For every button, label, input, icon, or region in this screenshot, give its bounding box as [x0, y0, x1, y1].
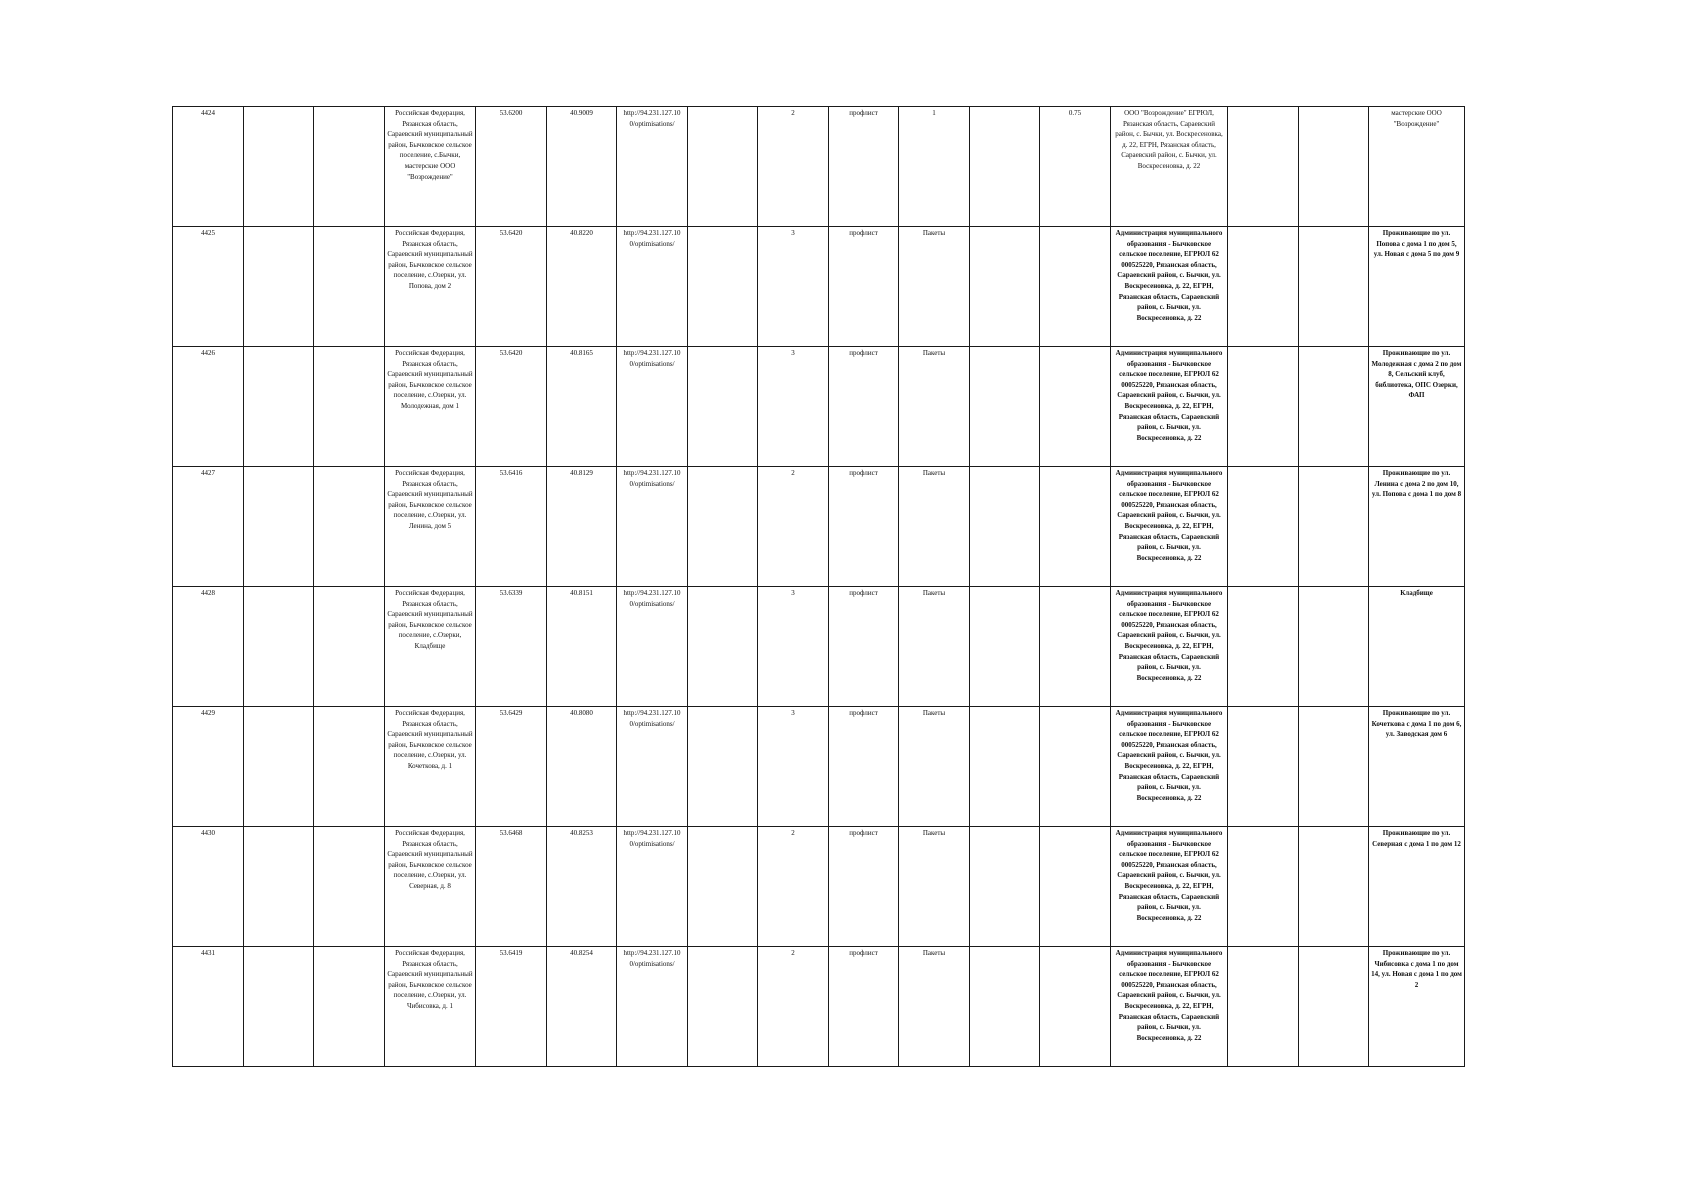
row-number: 4427 [173, 467, 244, 587]
url-cell: http://94.231.127.10 0/optimisations/ [617, 347, 688, 467]
longitude-cell: 40.8129 [547, 467, 617, 587]
longitude-cell: 40.8080 [547, 707, 617, 827]
owner-cell: Администрация муниципального образования - Бычковское сельское поселение, ЕГРЮЛ 62 000525220, Рязанская область, Сараевский район, с. Бычки, ул. Воскресеновка, д. 22, ЕГРН, Рязанская область, Сараевский район, с. Бычки, ул. Воскресеновка, д. 22 [1111, 707, 1228, 827]
material-cell: профлист [829, 947, 899, 1067]
volume-cell [1040, 707, 1111, 827]
latitude-cell: 53.6420 [476, 347, 547, 467]
table-row [173, 947, 1465, 1067]
address-cell: Российская Федерация, Рязанская область, Сараевский муниципальный район, Бычковское сельское поселение, с.Озерки, ул. Чибисовка, д. 1 [385, 947, 476, 1067]
address-cell: Российская Федерация, Рязанская область, Сараевский муниципальный район, Бычковское сельское поселение, с.Озерки, ул. Попова, дом 2 [385, 227, 476, 347]
owner-cell: ООО "Возрождение" ЕГРЮЛ, Рязанская область, Сараевский район, с. Бычки, ул. Воскресеновка, д. 22, ЕГРН, Рязанская область, Сараевский район, с. Бычки, ул. Воскресеновка, д. 22 [1111, 107, 1228, 227]
empty-cell [244, 347, 314, 467]
empty-cell [314, 347, 385, 467]
waste-type-cell: Пакеты [899, 587, 970, 707]
empty-cell [1299, 947, 1369, 1067]
containers-count-cell: 3 [758, 347, 829, 467]
empty-cell [688, 107, 758, 227]
empty-cell [314, 107, 385, 227]
address-cell: Российская Федерация, Рязанская область, Сараевский муниципальный район, Бычковское сельское поселение, с.Бычки, мастерские ООО "Возрождение" [385, 107, 476, 227]
latitude-cell: 53.6416 [476, 467, 547, 587]
service-area-cell: Проживающие по ул. Ленина с дома 2 по дом 10, ул. Попова с дома 1 по дом 8 [1369, 467, 1465, 587]
waste-type-cell: Пакеты [899, 467, 970, 587]
row-number: 4425 [173, 227, 244, 347]
empty-cell [1228, 227, 1299, 347]
empty-cell [970, 707, 1040, 827]
empty-cell [1299, 347, 1369, 467]
empty-cell [314, 587, 385, 707]
latitude-cell: 53.6339 [476, 587, 547, 707]
latitude-cell: 53.6419 [476, 947, 547, 1067]
empty-cell [1228, 467, 1299, 587]
row-number: 4428 [173, 587, 244, 707]
empty-cell [688, 947, 758, 1067]
empty-cell [244, 707, 314, 827]
latitude-cell: 53.6420 [476, 227, 547, 347]
waste-type-cell: Пакеты [899, 947, 970, 1067]
empty-cell [1228, 587, 1299, 707]
material-cell: профлист [829, 347, 899, 467]
latitude-cell: 53.6200 [476, 107, 547, 227]
longitude-cell: 40.8220 [547, 227, 617, 347]
empty-cell [244, 587, 314, 707]
owner-cell: Администрация муниципального образования - Бычковское сельское поселение, ЕГРЮЛ 62 000525220, Рязанская область, Сараевский район, с. Бычки, ул. Воскресеновка, д. 22, ЕГРН, Рязанская область, Сараевский район, с. Бычки, ул. Воскресеновка, д. 22 [1111, 347, 1228, 467]
material-cell: профлист [829, 107, 899, 227]
empty-cell [970, 467, 1040, 587]
longitude-cell: 40.8151 [547, 587, 617, 707]
empty-cell [1228, 107, 1299, 227]
empty-cell [1299, 827, 1369, 947]
longitude-cell: 40.8253 [547, 827, 617, 947]
empty-cell [1228, 707, 1299, 827]
empty-cell [688, 347, 758, 467]
empty-cell [688, 707, 758, 827]
owner-cell: Администрация муниципального образования - Бычковское сельское поселение, ЕГРЮЛ 62 000525220, Рязанская область, Сараевский район, с. Бычки, ул. Воскресеновка, д. 22, ЕГРН, Рязанская область, Сараевский район, с. Бычки, ул. Воскресеновка, д. 22 [1111, 827, 1228, 947]
row-number: 4426 [173, 347, 244, 467]
empty-cell [314, 827, 385, 947]
service-area-cell: Проживающие по ул. Чибисовка с дома 1 по дом 14, ул. Новая с дома 1 по дом 2 [1369, 947, 1465, 1067]
empty-cell [1299, 467, 1369, 587]
empty-cell [688, 227, 758, 347]
table-row [173, 827, 1465, 947]
address-cell: Российская Федерация, Рязанская область, Сараевский муниципальный район, Бычковское сельское поселение, с.Озерки, Кладбище [385, 587, 476, 707]
empty-cell [1299, 707, 1369, 827]
waste-type-cell: Пакеты [899, 227, 970, 347]
row-number: 4430 [173, 827, 244, 947]
empty-cell [314, 467, 385, 587]
table-row [173, 707, 1465, 827]
material-cell: профлист [829, 467, 899, 587]
longitude-cell: 40.9009 [547, 107, 617, 227]
empty-cell [314, 707, 385, 827]
volume-cell: 0.75 [1040, 107, 1111, 227]
row-number: 4424 [173, 107, 244, 227]
containers-count-cell: 2 [758, 107, 829, 227]
containers-count-cell: 3 [758, 707, 829, 827]
empty-cell [970, 587, 1040, 707]
waste-type-cell: Пакеты [899, 347, 970, 467]
url-cell: http://94.231.127.10 0/optimisations/ [617, 827, 688, 947]
service-area-cell: Проживающие по ул. Кочеткова с дома 1 по дом 6, ул. Заводская дом 6 [1369, 707, 1465, 827]
owner-cell: Администрация муниципального образования - Бычковское сельское поселение, ЕГРЮЛ 62 000525220, Рязанская область, Сараевский район, с. Бычки, ул. Воскресеновка, д. 22, ЕГРН, Рязанская область, Сараевский район, с. Бычки, ул. Воскресеновка, д. 22 [1111, 947, 1228, 1067]
table-row [173, 587, 1465, 707]
material-cell: профлист [829, 827, 899, 947]
containers-count-cell: 3 [758, 587, 829, 707]
owner-cell: Администрация муниципального образования - Бычковское сельское поселение, ЕГРЮЛ 62 000525220, Рязанская область, Сараевский район, с. Бычки, ул. Воскресеновка, д. 22, ЕГРН, Рязанская область, Сараевский район, с. Бычки, ул. Воскресеновка, д. 22 [1111, 467, 1228, 587]
empty-cell [1299, 587, 1369, 707]
address-cell: Российская Федерация, Рязанская область, Сараевский муниципальный район, Бычковское сельское поселение, с.Озерки, ул. Молодежная, дом 1 [385, 347, 476, 467]
empty-cell [970, 107, 1040, 227]
url-cell: http://94.231.127.10 0/optimisations/ [617, 467, 688, 587]
url-cell: http://94.231.127.10 0/optimisations/ [617, 947, 688, 1067]
volume-cell [1040, 827, 1111, 947]
address-cell: Российская Федерация, Рязанская область, Сараевский муниципальный район, Бычковское сельское поселение, с.Озерки, ул. Северная, д. 8 [385, 827, 476, 947]
longitude-cell: 40.8254 [547, 947, 617, 1067]
empty-cell [1228, 827, 1299, 947]
empty-cell [970, 227, 1040, 347]
owner-cell: Администрация муниципального образования - Бычковское сельское поселение, ЕГРЮЛ 62 000525220, Рязанская область, Сараевский район, с. Бычки, ул. Воскресеновка, д. 22, ЕГРН, Рязанская область, Сараевский район, с. Бычки, ул. Воскресеновка, д. 22 [1111, 227, 1228, 347]
material-cell: профлист [829, 227, 899, 347]
empty-cell [1228, 347, 1299, 467]
empty-cell [244, 227, 314, 347]
empty-cell [1299, 227, 1369, 347]
url-cell: http://94.231.127.10 0/optimisations/ [617, 707, 688, 827]
service-area-cell: Проживающие по ул. Северная с дома 1 по дом 12 [1369, 827, 1465, 947]
containers-count-cell: 3 [758, 227, 829, 347]
material-cell: профлист [829, 587, 899, 707]
url-cell: http://94.231.127.10 0/optimisations/ [617, 227, 688, 347]
address-cell: Российская Федерация, Рязанская область, Сараевский муниципальный район, Бычковское сельское поселение, с.Озерки, ул. Кочеткова, д. 1 [385, 707, 476, 827]
waste-type-cell: 1 [899, 107, 970, 227]
latitude-cell: 53.6468 [476, 827, 547, 947]
empty-cell [314, 227, 385, 347]
latitude-cell: 53.6429 [476, 707, 547, 827]
address-cell: Российская Федерация, Рязанская область, Сараевский муниципальный район, Бычковское сельское поселение, с.Озерки, ул. Ленина, дом 5 [385, 467, 476, 587]
empty-cell [970, 347, 1040, 467]
empty-cell [970, 827, 1040, 947]
waste-type-cell: Пакеты [899, 707, 970, 827]
empty-cell [314, 947, 385, 1067]
service-area-cell: Проживающие по ул. Попова с дома 1 по дом 5, ул. Новая с дома 5 по дом 9 [1369, 227, 1465, 347]
row-number: 4429 [173, 707, 244, 827]
empty-cell [244, 107, 314, 227]
volume-cell [1040, 947, 1111, 1067]
volume-cell [1040, 347, 1111, 467]
table-row [173, 227, 1465, 347]
registry-table [172, 106, 1465, 1067]
table-row [173, 467, 1465, 587]
material-cell: профлист [829, 707, 899, 827]
empty-cell [1228, 947, 1299, 1067]
empty-cell [244, 467, 314, 587]
owner-cell: Администрация муниципального образования - Бычковское сельское поселение, ЕГРЮЛ 62 000525220, Рязанская область, Сараевский район, с. Бычки, ул. Воскресеновка, д. 22, ЕГРН, Рязанская область, Сараевский район, с. Бычки, ул. Воскресеновка, д. 22 [1111, 587, 1228, 707]
empty-cell [1299, 107, 1369, 227]
containers-count-cell: 2 [758, 467, 829, 587]
empty-cell [688, 827, 758, 947]
containers-count-cell: 2 [758, 947, 829, 1067]
service-area-cell: Кладбище [1369, 587, 1465, 707]
url-cell: http://94.231.127.10 0/optimisations/ [617, 587, 688, 707]
containers-count-cell: 2 [758, 827, 829, 947]
row-number: 4431 [173, 947, 244, 1067]
longitude-cell: 40.8165 [547, 347, 617, 467]
waste-type-cell: Пакеты [899, 827, 970, 947]
volume-cell [1040, 587, 1111, 707]
empty-cell [688, 467, 758, 587]
volume-cell [1040, 467, 1111, 587]
empty-cell [970, 947, 1040, 1067]
table-row [173, 347, 1465, 467]
empty-cell [688, 587, 758, 707]
table-row [173, 107, 1465, 227]
volume-cell [1040, 227, 1111, 347]
empty-cell [244, 947, 314, 1067]
url-cell: http://94.231.127.10 0/optimisations/ [617, 107, 688, 227]
service-area-cell: Проживающие по ул. Молодежная с дома 2 по дом 8, Сельский клуб, библиотека, ОПС Озерки, ФАП [1369, 347, 1465, 467]
service-area-cell: мастерские ООО "Возрождение" [1369, 107, 1465, 227]
empty-cell [244, 827, 314, 947]
